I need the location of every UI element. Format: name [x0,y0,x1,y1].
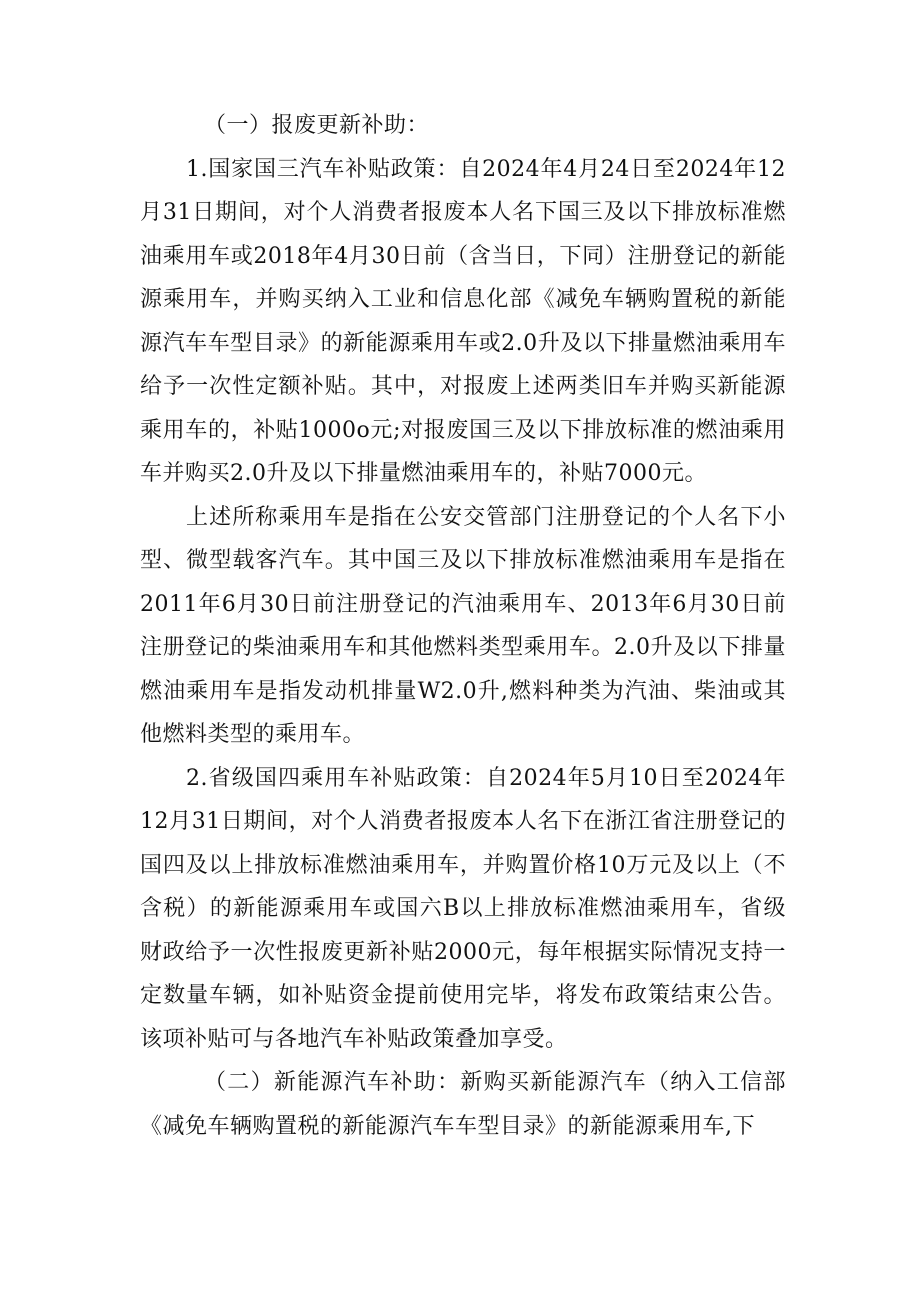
paragraph-provincial-subsidy: 2.省级国四乘用车补贴政策：自2024年5月10日至2024年12月31日期间，对个人消费者报废本人名下在浙江省注册登记的国四及以上排放标准燃油乘用车，并购置价格10万元及以上（不含税）的新能源乘用车或国六B以上排放标准燃油乘用车，省级财政给予一次性报废更新补贴2000元，每年根据实际情况支持一定数量车辆，如补贴资金提前使用完毕，将发布政策结束公告。该项补贴可与各地汽车补贴政策叠加享受。 [140,765,786,1052]
section-heading-scrap-renewal: （一）报废更新补助： [204,113,430,138]
paragraph-national-subsidy: 1.国家国三汽车补贴政策：自2024年4月24日至2024年12月31日期间，对个人消费者报废本人名下国三及以下排放标准燃油乘用车或2018年4月30日前（含当日，下同）注册登记的新能源乘用车，并购买纳入工业和信息化部《减免车辆购置税的新能源汽车车型目录》的新能源乘用车或2.0升及以下排量燃油乘用车给予一次性定额补贴。其中，对报废上述两类旧车并购买新能源乘用车的，补贴1000o元;对报废国三及以下排放标准的燃油乘用车并购买2.0升及以下排量燃油乘用车的，补贴7000元。 [140,156,786,486]
document-body [140,104,786,1148]
paragraph-new-energy-subsidy: （二）新能源汽车补助：新购买新能源汽车（纳入工信部《减免车辆购置税的新能源汽车车型目录》的新能源乘用车,下 [140,1070,786,1139]
paragraph-definitions: 上述所称乘用车是指在公安交管部门注册登记的个人名下小型、微型载客汽车。其中国三及以下排放标准燃油乘用车是指在2011年6月30日前注册登记的汽油乘用车、2013年6月30日前注册登记的柴油乘用车和其他燃料类型乘用车。2.0升及以下排量燃油乘用车是指发动机排量W2.0升,燃料种类为汽油、柴油或其他燃料类型的乘用车。 [140,504,786,747]
